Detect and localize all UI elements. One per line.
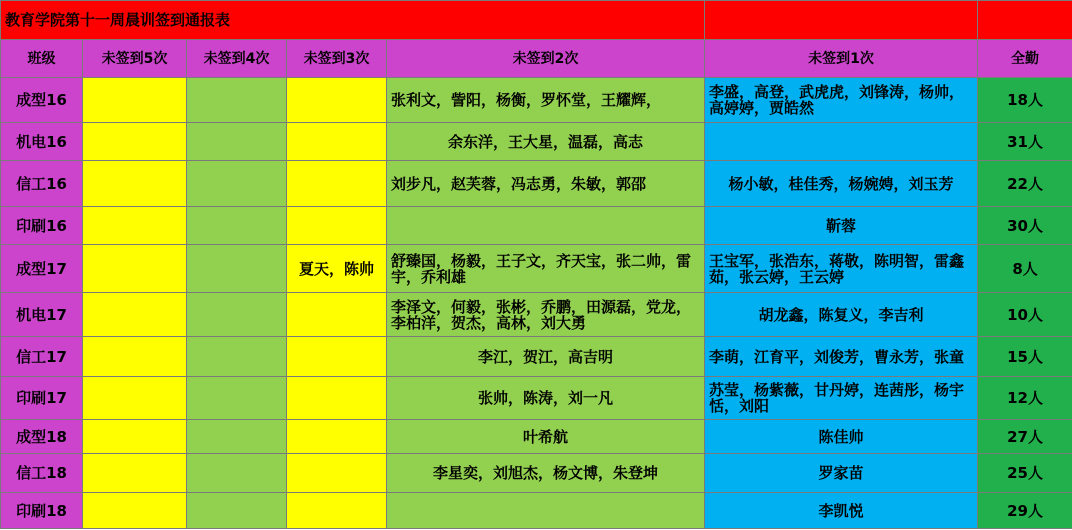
missed-3-cell[interactable]: [287, 161, 387, 207]
header-row: [1, 40, 1072, 78]
missed-2-cell[interactable]: 舒臻国，杨毅，王子文，齐天宝，张二帅，雷宇，乔利雄: [387, 245, 705, 293]
table-row: [1, 293, 1072, 337]
table-row: [1, 161, 1072, 207]
missed-4-cell[interactable]: [187, 123, 287, 161]
full-attendance-cell[interactable]: 18人: [978, 78, 1072, 123]
missed-3-cell[interactable]: [287, 454, 387, 493]
missed-5-cell[interactable]: [83, 493, 187, 529]
header-class[interactable]: 班级: [1, 40, 83, 78]
missed-3-cell[interactable]: [287, 207, 387, 245]
missed-2-cell[interactable]: 张帅，陈涛，刘一凡: [387, 377, 705, 420]
full-attendance-cell[interactable]: 8人: [978, 245, 1072, 293]
table-row: [1, 337, 1072, 377]
missed-4-cell[interactable]: [187, 207, 287, 245]
header-missed-5[interactable]: 未签到5次: [83, 40, 187, 78]
table-row: [1, 377, 1072, 420]
missed-3-cell[interactable]: [287, 337, 387, 377]
missed-5-cell[interactable]: [83, 420, 187, 454]
full-attendance-cell[interactable]: 10人: [978, 293, 1072, 337]
full-attendance-cell[interactable]: 31人: [978, 123, 1072, 161]
missed-5-cell[interactable]: [83, 123, 187, 161]
class-cell[interactable]: 成型16: [1, 78, 83, 123]
title-blank-cell[interactable]: [978, 1, 1072, 40]
missed-1-cell[interactable]: 杨小敏，桂佳秀，杨婉娉，刘玉芳: [705, 161, 978, 207]
table-row: [1, 454, 1072, 493]
sheet-title[interactable]: 教育学院第十一周晨训签到通报表: [1, 1, 705, 40]
class-cell[interactable]: 机电17: [1, 293, 83, 337]
missed-1-cell[interactable]: 罗家苗: [705, 454, 978, 493]
class-cell[interactable]: 成型17: [1, 245, 83, 293]
missed-5-cell[interactable]: [83, 454, 187, 493]
header-missed-4[interactable]: 未签到4次: [187, 40, 287, 78]
header-missed-2[interactable]: 未签到2次: [387, 40, 705, 78]
missed-4-cell[interactable]: [187, 245, 287, 293]
full-attendance-cell[interactable]: 29人: [978, 493, 1072, 529]
table-row: [1, 245, 1072, 293]
title-row: [1, 1, 1072, 40]
full-attendance-cell[interactable]: 15人: [978, 337, 1072, 377]
class-cell[interactable]: 印刷17: [1, 377, 83, 420]
table-row: [1, 207, 1072, 245]
missed-4-cell[interactable]: [187, 454, 287, 493]
missed-1-cell[interactable]: 王宝军，张浩东，蒋敬，陈明智，雷鑫茹，张云婷，王云婷: [705, 245, 978, 293]
missed-1-cell[interactable]: 胡龙鑫，陈复义，李吉利: [705, 293, 978, 337]
missed-5-cell[interactable]: [83, 245, 187, 293]
class-cell[interactable]: 机电16: [1, 123, 83, 161]
missed-2-cell[interactable]: 叶希航: [387, 420, 705, 454]
missed-1-cell[interactable]: 苏莹，杨紫薇，甘丹婷，连茜彤，杨宇恬，刘阳: [705, 377, 978, 420]
missed-2-cell[interactable]: 李江，贺江，高吉明: [387, 337, 705, 377]
title-blank-cell[interactable]: [705, 1, 978, 40]
missed-2-cell[interactable]: 刘步凡，赵芙蓉，冯志勇，朱敏，郭邵: [387, 161, 705, 207]
missed-5-cell[interactable]: [83, 377, 187, 420]
class-cell[interactable]: 信工17: [1, 337, 83, 377]
header-full-attendance[interactable]: 全勤: [978, 40, 1072, 78]
table-row: [1, 78, 1072, 123]
class-cell[interactable]: 印刷18: [1, 493, 83, 529]
missed-1-cell[interactable]: 靳蓉: [705, 207, 978, 245]
header-missed-1[interactable]: 未签到1次: [705, 40, 978, 78]
full-attendance-cell[interactable]: 27人: [978, 420, 1072, 454]
missed-1-cell[interactable]: 陈佳帅: [705, 420, 978, 454]
missed-1-cell[interactable]: 李凯悦: [705, 493, 978, 529]
missed-3-cell[interactable]: [287, 493, 387, 529]
missed-4-cell[interactable]: [187, 420, 287, 454]
full-attendance-cell[interactable]: 30人: [978, 207, 1072, 245]
class-cell[interactable]: 信工18: [1, 454, 83, 493]
full-attendance-cell[interactable]: 22人: [978, 161, 1072, 207]
missed-2-cell[interactable]: 张利文，訾阳，杨衡，罗怀堂，王耀辉，: [387, 78, 705, 123]
missed-3-cell[interactable]: [287, 78, 387, 123]
missed-5-cell[interactable]: [83, 337, 187, 377]
missed-1-cell[interactable]: 李萌，江育平，刘俊芳，曹永芳，张童: [705, 337, 978, 377]
missed-1-cell[interactable]: 李盛，高登，武虎虎，刘锋涛，杨帅，高婷婷，贾皓然: [705, 78, 978, 123]
missed-3-cell[interactable]: 夏天，陈帅: [287, 245, 387, 293]
missed-2-cell[interactable]: 李泽文，何毅，张彬，乔鹏，田源磊，党龙，李柏洋，贺杰，高林，刘大勇: [387, 293, 705, 337]
full-attendance-cell[interactable]: 25人: [978, 454, 1072, 493]
missed-2-cell[interactable]: 余东洋，王大星，温磊，高志: [387, 123, 705, 161]
missed-5-cell[interactable]: [83, 161, 187, 207]
missed-3-cell[interactable]: [287, 123, 387, 161]
missed-1-cell[interactable]: [705, 123, 978, 161]
full-attendance-cell[interactable]: 12人: [978, 377, 1072, 420]
table-row: [1, 123, 1072, 161]
missed-2-cell[interactable]: [387, 207, 705, 245]
missed-3-cell[interactable]: [287, 293, 387, 337]
class-cell[interactable]: 印刷16: [1, 207, 83, 245]
missed-4-cell[interactable]: [187, 377, 287, 420]
missed-4-cell[interactable]: [187, 337, 287, 377]
class-cell[interactable]: 成型18: [1, 420, 83, 454]
missed-2-cell[interactable]: 李星奕，刘旭杰，杨文博，朱登坤: [387, 454, 705, 493]
missed-4-cell[interactable]: [187, 78, 287, 123]
missed-3-cell[interactable]: [287, 420, 387, 454]
missed-5-cell[interactable]: [83, 207, 187, 245]
missed-4-cell[interactable]: [187, 493, 287, 529]
table-row: [1, 493, 1072, 529]
missed-2-cell[interactable]: [387, 493, 705, 529]
class-cell[interactable]: 信工16: [1, 161, 83, 207]
missed-4-cell[interactable]: [187, 161, 287, 207]
missed-5-cell[interactable]: [83, 78, 187, 123]
table-row: [1, 420, 1072, 454]
missed-3-cell[interactable]: [287, 377, 387, 420]
header-missed-3[interactable]: 未签到3次: [287, 40, 387, 78]
missed-4-cell[interactable]: [187, 293, 287, 337]
missed-5-cell[interactable]: [83, 293, 187, 337]
